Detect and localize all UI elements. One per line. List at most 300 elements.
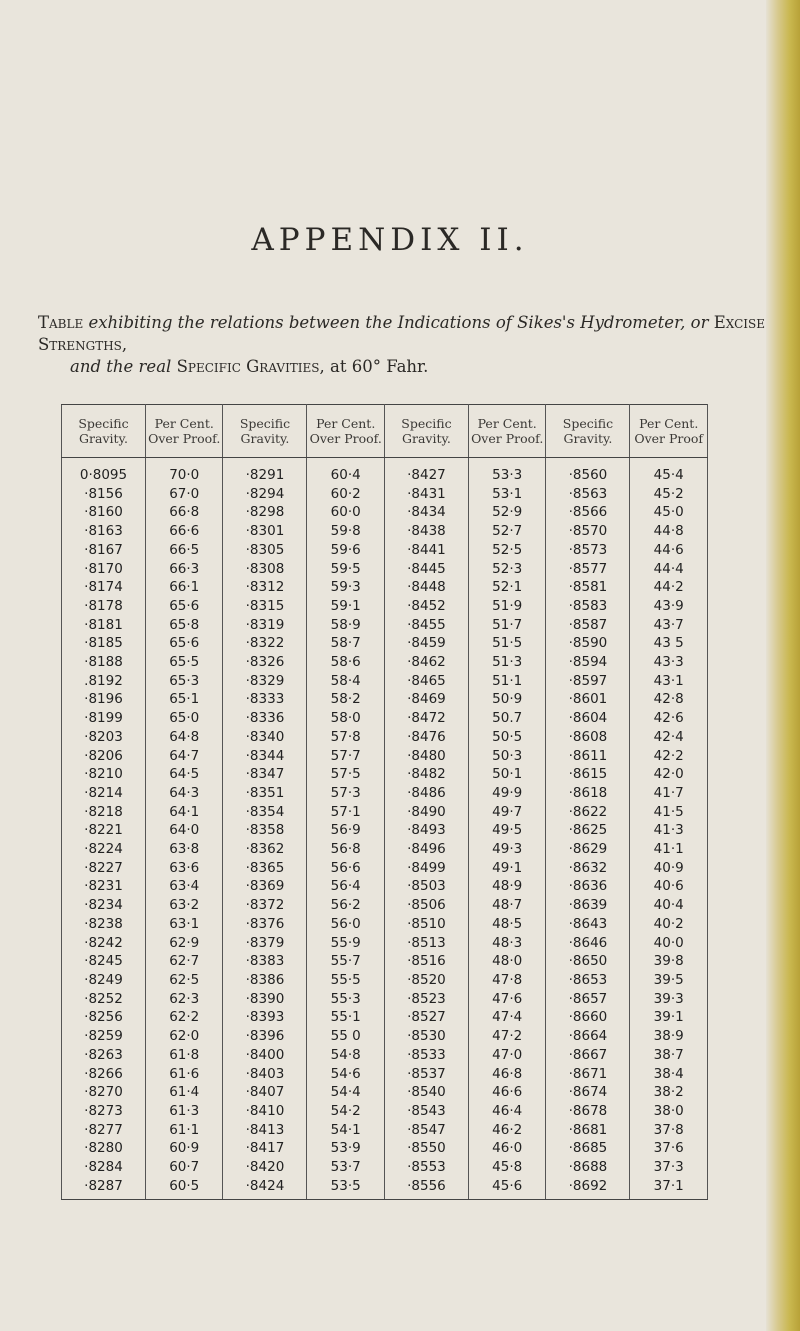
- per-cent-over-proof-cell: 47·6: [468, 990, 546, 1009]
- specific-gravity-cell: ·8315: [223, 597, 307, 616]
- per-cent-over-proof-cell: 53·1: [468, 485, 546, 504]
- specific-gravity-cell: ·8263: [62, 1046, 146, 1065]
- table-row: [62, 877, 708, 896]
- per-cent-over-proof-cell: 62·3: [145, 990, 223, 1009]
- per-cent-over-proof-cell: 49·9: [468, 784, 546, 803]
- table-row: [62, 458, 708, 485]
- table-row: [62, 765, 708, 784]
- per-cent-over-proof-cell: 42·4: [630, 728, 708, 747]
- specific-gravity-cell: ·8570: [546, 522, 630, 541]
- specific-gravity-cell: ·8577: [546, 560, 630, 579]
- specific-gravity-cell: ·8510: [384, 915, 468, 934]
- specific-gravity-cell: ·8379: [223, 934, 307, 953]
- page-edge: [766, 0, 800, 1331]
- specific-gravity-cell: ·8650: [546, 952, 630, 971]
- specific-gravity-cell: ·8410: [223, 1102, 307, 1121]
- specific-gravity-cell: ·8376: [223, 915, 307, 934]
- per-cent-over-proof-cell: 66·6: [145, 522, 223, 541]
- per-cent-over-proof-cell: 57·1: [307, 803, 385, 822]
- specific-gravity-cell: ·8496: [384, 840, 468, 859]
- specific-gravity-cell: ·8256: [62, 1008, 146, 1027]
- per-cent-over-proof-cell: 59·3: [307, 578, 385, 597]
- specific-gravity-cell: ·8674: [546, 1083, 630, 1102]
- specific-gravity-cell: ·8530: [384, 1027, 468, 1046]
- per-cent-over-proof-cell: 47·2: [468, 1027, 546, 1046]
- per-cent-over-proof-cell: 62·0: [145, 1027, 223, 1046]
- specific-gravity-cell: ·8459: [384, 634, 468, 653]
- specific-gravity-cell: ·8499: [384, 859, 468, 878]
- per-cent-over-proof-cell: 43·1: [630, 672, 708, 691]
- specific-gravity-cell: ·8653: [546, 971, 630, 990]
- specific-gravity-cell: ·8553: [384, 1158, 468, 1177]
- table-row: [62, 803, 708, 822]
- specific-gravity-cell: ·8351: [223, 784, 307, 803]
- per-cent-over-proof-cell: 45·2: [630, 485, 708, 504]
- per-cent-over-proof-cell: 43 5: [630, 634, 708, 653]
- per-cent-over-proof-cell: 56·2: [307, 896, 385, 915]
- per-cent-over-proof-cell: 50·5: [468, 728, 546, 747]
- per-cent-over-proof-cell: 59·1: [307, 597, 385, 616]
- specific-gravity-cell: ·8163: [62, 522, 146, 541]
- specific-gravity-cell: ·8664: [546, 1027, 630, 1046]
- per-cent-over-proof-cell: 40·2: [630, 915, 708, 934]
- per-cent-over-proof-cell: 40·9: [630, 859, 708, 878]
- table-row: [62, 1065, 708, 1084]
- table-row: [62, 728, 708, 747]
- per-cent-over-proof-cell: 50·1: [468, 765, 546, 784]
- per-cent-over-proof-cell: 37·6: [630, 1139, 708, 1158]
- table-row: [62, 896, 708, 915]
- per-cent-over-proof-cell: 39·5: [630, 971, 708, 990]
- per-cent-over-proof-cell: 47·0: [468, 1046, 546, 1065]
- table-row: [62, 616, 708, 635]
- specific-gravity-cell: ·8566: [546, 503, 630, 522]
- per-cent-over-proof-cell: 57·7: [307, 747, 385, 766]
- per-cent-over-proof-cell: 45·0: [630, 503, 708, 522]
- per-cent-over-proof-cell: 62·9: [145, 934, 223, 953]
- per-cent-over-proof-cell: 38·0: [630, 1102, 708, 1121]
- specific-gravity-cell: ·8156: [62, 485, 146, 504]
- specific-gravity-cell: ·8543: [384, 1102, 468, 1121]
- table-row: [62, 1139, 708, 1158]
- per-cent-over-proof-cell: 60·5: [145, 1177, 223, 1200]
- specific-gravity-cell: ·8604: [546, 709, 630, 728]
- specific-gravity-cell: ·8224: [62, 840, 146, 859]
- specific-gravity-cell: ·8692: [546, 1177, 630, 1200]
- specific-gravity-cell: ·8533: [384, 1046, 468, 1065]
- table-row: [62, 634, 708, 653]
- per-cent-over-proof-cell: 45·4: [630, 458, 708, 485]
- specific-gravity-cell: ·8203: [62, 728, 146, 747]
- per-cent-over-proof-cell: 66·1: [145, 578, 223, 597]
- specific-gravity-cell: ·8294: [223, 485, 307, 504]
- per-cent-over-proof-cell: 44·4: [630, 560, 708, 579]
- table-row: [62, 690, 708, 709]
- specific-gravity-cell: ·8227: [62, 859, 146, 878]
- table-row: [62, 709, 708, 728]
- specific-gravity-cell: ·8390: [223, 990, 307, 1009]
- table-row: [62, 672, 708, 691]
- specific-gravity-cell: ·8667: [546, 1046, 630, 1065]
- specific-gravity-cell: ·8618: [546, 784, 630, 803]
- specific-gravity-cell: ·8520: [384, 971, 468, 990]
- table-row: [62, 1008, 708, 1027]
- per-cent-over-proof-cell: 54·6: [307, 1065, 385, 1084]
- table-row: [62, 1046, 708, 1065]
- per-cent-over-proof-cell: 54·2: [307, 1102, 385, 1121]
- specific-gravity-cell: 0·8095: [62, 458, 146, 485]
- specific-gravity-cell: ·8681: [546, 1121, 630, 1140]
- per-cent-over-proof-cell: 61·1: [145, 1121, 223, 1140]
- specific-gravity-cell: ·8660: [546, 1008, 630, 1027]
- per-cent-over-proof-cell: 45·6: [468, 1177, 546, 1200]
- per-cent-over-proof-cell: 60·4: [307, 458, 385, 485]
- per-cent-over-proof-cell: 63·2: [145, 896, 223, 915]
- table-row: [62, 485, 708, 504]
- specific-gravity-cell: ·8185: [62, 634, 146, 653]
- specific-gravity-cell: ·8527: [384, 1008, 468, 1027]
- table-row: [62, 915, 708, 934]
- specific-gravity-cell: ·8221: [62, 821, 146, 840]
- specific-gravity-cell: ·8643: [546, 915, 630, 934]
- specific-gravity-cell: ·8270: [62, 1083, 146, 1102]
- per-cent-over-proof-cell: 56·8: [307, 840, 385, 859]
- specific-gravity-cell: ·8516: [384, 952, 468, 971]
- specific-gravity-cell: ·8441: [384, 541, 468, 560]
- specific-gravity-cell: ·8181: [62, 616, 146, 635]
- specific-gravity-cell: ·8452: [384, 597, 468, 616]
- specific-gravity-cell: ·8170: [62, 560, 146, 579]
- specific-gravity-cell: ·8622: [546, 803, 630, 822]
- per-cent-over-proof-cell: 38·2: [630, 1083, 708, 1102]
- specific-gravity-cell: ·8214: [62, 784, 146, 803]
- per-cent-over-proof-cell: 49·3: [468, 840, 546, 859]
- per-cent-over-proof-cell: 64·0: [145, 821, 223, 840]
- specific-gravity-cell: ·8252: [62, 990, 146, 1009]
- table-row: [62, 541, 708, 560]
- specific-gravity-cell: ·8400: [223, 1046, 307, 1065]
- per-cent-over-proof-cell: 51·7: [468, 616, 546, 635]
- specific-gravity-cell: ·8206: [62, 747, 146, 766]
- table-row: [62, 971, 708, 990]
- per-cent-over-proof-cell: 67·0: [145, 485, 223, 504]
- per-cent-over-proof-cell: 65·6: [145, 634, 223, 653]
- caption-italic-1: exhibiting the relations between the Indications of Sikes's Hydrometer, or: [88, 313, 709, 332]
- specific-gravity-cell: ·8196: [62, 690, 146, 709]
- table-row: [62, 1177, 708, 1200]
- specific-gravity-cell: ·8563: [546, 485, 630, 504]
- table-row: [62, 1102, 708, 1121]
- per-cent-over-proof-cell: 40·0: [630, 934, 708, 953]
- header-row: [62, 405, 708, 458]
- specific-gravity-cell: ·8427: [384, 458, 468, 485]
- per-cent-over-proof-cell: 61·6: [145, 1065, 223, 1084]
- caption-lead: Table: [38, 313, 84, 332]
- specific-gravity-cell: ·8277: [62, 1121, 146, 1140]
- per-cent-over-proof-cell: 61·3: [145, 1102, 223, 1121]
- per-cent-over-proof-cell: 42·2: [630, 747, 708, 766]
- per-cent-over-proof-cell: 53·9: [307, 1139, 385, 1158]
- per-cent-over-proof-cell: 61·4: [145, 1083, 223, 1102]
- per-cent-over-proof-cell: 49·5: [468, 821, 546, 840]
- specific-gravity-cell: ·8547: [384, 1121, 468, 1140]
- table-row: [62, 784, 708, 803]
- per-cent-over-proof-cell: 62·2: [145, 1008, 223, 1027]
- per-cent-over-proof-cell: 44·2: [630, 578, 708, 597]
- table-row: [62, 840, 708, 859]
- specific-gravity-cell: ·8358: [223, 821, 307, 840]
- specific-gravity-cell: ·8413: [223, 1121, 307, 1140]
- per-cent-over-proof-cell: 60·0: [307, 503, 385, 522]
- specific-gravity-cell: ·8587: [546, 616, 630, 635]
- specific-gravity-cell: ·8513: [384, 934, 468, 953]
- specific-gravity-cell: ·8245: [62, 952, 146, 971]
- specific-gravity-cell: ·8506: [384, 896, 468, 915]
- table-row: [62, 1158, 708, 1177]
- per-cent-over-proof-cell: 53·7: [307, 1158, 385, 1177]
- specific-gravity-cell: ·8469: [384, 690, 468, 709]
- specific-gravity-cell: ·8601: [546, 690, 630, 709]
- specific-gravity-cell: ·8629: [546, 840, 630, 859]
- per-cent-over-proof-cell: 51·9: [468, 597, 546, 616]
- per-cent-over-proof-cell: 55 0: [307, 1027, 385, 1046]
- specific-gravity-cell: ·8594: [546, 653, 630, 672]
- per-cent-over-proof-cell: 48·7: [468, 896, 546, 915]
- per-cent-over-proof-cell: 39·1: [630, 1008, 708, 1027]
- specific-gravity-cell: ·8445: [384, 560, 468, 579]
- per-cent-over-proof-cell: 51·3: [468, 653, 546, 672]
- per-cent-over-proof-cell: 65·1: [145, 690, 223, 709]
- per-cent-over-proof-cell: 55·7: [307, 952, 385, 971]
- specific-gravity-cell: ·8188: [62, 653, 146, 672]
- per-cent-over-proof-cell: 46·6: [468, 1083, 546, 1102]
- specific-gravity-cell: ·8608: [546, 728, 630, 747]
- per-cent-over-proof-cell: 48·0: [468, 952, 546, 971]
- per-cent-over-proof-cell: 47·4: [468, 1008, 546, 1027]
- caption-specific-gravities: Specific Gravities,: [176, 357, 325, 376]
- header-per-cent: Per Cent. Over Proof.: [307, 405, 385, 458]
- per-cent-over-proof-cell: 46·4: [468, 1102, 546, 1121]
- per-cent-over-proof-cell: 42·6: [630, 709, 708, 728]
- per-cent-over-proof-cell: 47·8: [468, 971, 546, 990]
- per-cent-over-proof-cell: 58·2: [307, 690, 385, 709]
- gravity-table: [61, 404, 708, 1200]
- per-cent-over-proof-cell: 64·8: [145, 728, 223, 747]
- table-row: [62, 522, 708, 541]
- per-cent-over-proof-cell: 39·8: [630, 952, 708, 971]
- per-cent-over-proof-cell: 41·7: [630, 784, 708, 803]
- specific-gravity-cell: ·8218: [62, 803, 146, 822]
- per-cent-over-proof-cell: 65·3: [145, 672, 223, 691]
- specific-gravity-cell: ·8301: [223, 522, 307, 541]
- caption-excise: Excise Strengths,: [38, 313, 765, 354]
- per-cent-over-proof-cell: 62·5: [145, 971, 223, 990]
- per-cent-over-proof-cell: 52·3: [468, 560, 546, 579]
- per-cent-over-proof-cell: 65·8: [145, 616, 223, 635]
- per-cent-over-proof-cell: 52·5: [468, 541, 546, 560]
- specific-gravity-cell: ·8354: [223, 803, 307, 822]
- specific-gravity-cell: ·8476: [384, 728, 468, 747]
- specific-gravity-cell: ·8639: [546, 896, 630, 915]
- specific-gravity-cell: ·8431: [384, 485, 468, 504]
- per-cent-over-proof-cell: 44·8: [630, 522, 708, 541]
- table-row: [62, 1083, 708, 1102]
- specific-gravity-cell: ·8234: [62, 896, 146, 915]
- per-cent-over-proof-cell: 52·9: [468, 503, 546, 522]
- per-cent-over-proof-cell: 54·4: [307, 1083, 385, 1102]
- per-cent-over-proof-cell: 38·4: [630, 1065, 708, 1084]
- header-specific-gravity: Specific Gravity.: [546, 405, 630, 458]
- table-row: [62, 503, 708, 522]
- specific-gravity-cell: ·8336: [223, 709, 307, 728]
- per-cent-over-proof-cell: 58·0: [307, 709, 385, 728]
- specific-gravity-cell: ·8372: [223, 896, 307, 915]
- specific-gravity-cell: ·8417: [223, 1139, 307, 1158]
- table-row: [62, 952, 708, 971]
- per-cent-over-proof-cell: 63·1: [145, 915, 223, 934]
- specific-gravity-cell: ·8259: [62, 1027, 146, 1046]
- table-row: [62, 653, 708, 672]
- specific-gravity-cell: ·8329: [223, 672, 307, 691]
- specific-gravity-cell: ·8326: [223, 653, 307, 672]
- specific-gravity-cell: ·8298: [223, 503, 307, 522]
- per-cent-over-proof-cell: 55·5: [307, 971, 385, 990]
- per-cent-over-proof-cell: 63·6: [145, 859, 223, 878]
- specific-gravity-cell: ·8611: [546, 747, 630, 766]
- per-cent-over-proof-cell: 57·8: [307, 728, 385, 747]
- specific-gravity-cell: ·8273: [62, 1102, 146, 1121]
- per-cent-over-proof-cell: 58·9: [307, 616, 385, 635]
- specific-gravity-cell: ·8438: [384, 522, 468, 541]
- specific-gravity-cell: ·8340: [223, 728, 307, 747]
- per-cent-over-proof-cell: 66·8: [145, 503, 223, 522]
- specific-gravity-cell: ·8319: [223, 616, 307, 635]
- per-cent-over-proof-cell: 52·7: [468, 522, 546, 541]
- per-cent-over-proof-cell: 42·8: [630, 690, 708, 709]
- per-cent-over-proof-cell: 51·5: [468, 634, 546, 653]
- per-cent-over-proof-cell: 59·8: [307, 522, 385, 541]
- per-cent-over-proof-cell: 41·5: [630, 803, 708, 822]
- specific-gravity-cell: ·8420: [223, 1158, 307, 1177]
- per-cent-over-proof-cell: 41·3: [630, 821, 708, 840]
- specific-gravity-cell: ·8365: [223, 859, 307, 878]
- per-cent-over-proof-cell: 38·9: [630, 1027, 708, 1046]
- per-cent-over-proof-cell: 66·3: [145, 560, 223, 579]
- specific-gravity-cell: ·8199: [62, 709, 146, 728]
- per-cent-over-proof-cell: 65·6: [145, 597, 223, 616]
- specific-gravity-cell: ·8573: [546, 541, 630, 560]
- specific-gravity-cell: ·8160: [62, 503, 146, 522]
- per-cent-over-proof-cell: 64·5: [145, 765, 223, 784]
- specific-gravity-cell: ·8523: [384, 990, 468, 1009]
- specific-gravity-cell: ·8178: [62, 597, 146, 616]
- per-cent-over-proof-cell: 40·6: [630, 877, 708, 896]
- table-row: [62, 934, 708, 953]
- per-cent-over-proof-cell: 65·5: [145, 653, 223, 672]
- per-cent-over-proof-cell: 55·3: [307, 990, 385, 1009]
- per-cent-over-proof-cell: 58·4: [307, 672, 385, 691]
- per-cent-over-proof-cell: 55·1: [307, 1008, 385, 1027]
- per-cent-over-proof-cell: 43·7: [630, 616, 708, 635]
- header-per-cent: Per Cent. Over Proof.: [145, 405, 223, 458]
- per-cent-over-proof-cell: 50·9: [468, 690, 546, 709]
- per-cent-over-proof-cell: 60·2: [307, 485, 385, 504]
- table-row: [62, 1027, 708, 1046]
- per-cent-over-proof-cell: 37·1: [630, 1177, 708, 1200]
- per-cent-over-proof-cell: 43·3: [630, 653, 708, 672]
- per-cent-over-proof-cell: 65·0: [145, 709, 223, 728]
- per-cent-over-proof-cell: 39·3: [630, 990, 708, 1009]
- specific-gravity-cell: ·8280: [62, 1139, 146, 1158]
- specific-gravity-cell: ·8646: [546, 934, 630, 953]
- specific-gravity-cell: ·8625: [546, 821, 630, 840]
- table-row: [62, 990, 708, 1009]
- per-cent-over-proof-cell: 64·1: [145, 803, 223, 822]
- specific-gravity-cell: ·8490: [384, 803, 468, 822]
- specific-gravity-cell: ·8685: [546, 1139, 630, 1158]
- specific-gravity-cell: ·8537: [384, 1065, 468, 1084]
- specific-gravity-cell: ·8465: [384, 672, 468, 691]
- page-title: APPENDIX II.: [251, 222, 529, 258]
- caption-tail: at 60° Fahr.: [330, 357, 429, 376]
- per-cent-over-proof-cell: 63·4: [145, 877, 223, 896]
- per-cent-over-proof-cell: 58·7: [307, 634, 385, 653]
- per-cent-over-proof-cell: 57·3: [307, 784, 385, 803]
- per-cent-over-proof-cell: 56·6: [307, 859, 385, 878]
- specific-gravity-cell: ·8583: [546, 597, 630, 616]
- specific-gravity-cell: ·8322: [223, 634, 307, 653]
- per-cent-over-proof-cell: 66·5: [145, 541, 223, 560]
- specific-gravity-cell: ·8424: [223, 1177, 307, 1200]
- table-row: [62, 597, 708, 616]
- per-cent-over-proof-cell: 48·3: [468, 934, 546, 953]
- specific-gravity-cell: ·8455: [384, 616, 468, 635]
- per-cent-over-proof-cell: 54·8: [307, 1046, 385, 1065]
- specific-gravity-cell: ·8167: [62, 541, 146, 560]
- per-cent-over-proof-cell: 56·4: [307, 877, 385, 896]
- per-cent-over-proof-cell: 51·1: [468, 672, 546, 691]
- specific-gravity-cell: ·8249: [62, 971, 146, 990]
- per-cent-over-proof-cell: 40·4: [630, 896, 708, 915]
- table-row: [62, 821, 708, 840]
- caption-italic-2: and the real: [70, 357, 172, 376]
- specific-gravity-cell: ·8493: [384, 821, 468, 840]
- per-cent-over-proof-cell: 56·9: [307, 821, 385, 840]
- specific-gravity-cell: ·8287: [62, 1177, 146, 1200]
- table-row: [62, 578, 708, 597]
- per-cent-over-proof-cell: 57·5: [307, 765, 385, 784]
- specific-gravity-cell: ·8597: [546, 672, 630, 691]
- table-row: [62, 1121, 708, 1140]
- specific-gravity-cell: ·8266: [62, 1065, 146, 1084]
- specific-gravity-cell: ·8396: [223, 1027, 307, 1046]
- specific-gravity-cell: ·8503: [384, 877, 468, 896]
- per-cent-over-proof-cell: 43·9: [630, 597, 708, 616]
- per-cent-over-proof-cell: 64·3: [145, 784, 223, 803]
- per-cent-over-proof-cell: 60·9: [145, 1139, 223, 1158]
- specific-gravity-cell: ·8308: [223, 560, 307, 579]
- specific-gravity-cell: ·8560: [546, 458, 630, 485]
- per-cent-over-proof-cell: 55·9: [307, 934, 385, 953]
- per-cent-over-proof-cell: 49·7: [468, 803, 546, 822]
- per-cent-over-proof-cell: 59·5: [307, 560, 385, 579]
- header-specific-gravity: Specific Gravity.: [223, 405, 307, 458]
- per-cent-over-proof-cell: 48·5: [468, 915, 546, 934]
- per-cent-over-proof-cell: 50·3: [468, 747, 546, 766]
- specific-gravity-cell: ·8550: [384, 1139, 468, 1158]
- specific-gravity-cell: ·8210: [62, 765, 146, 784]
- per-cent-over-proof-cell: 56·0: [307, 915, 385, 934]
